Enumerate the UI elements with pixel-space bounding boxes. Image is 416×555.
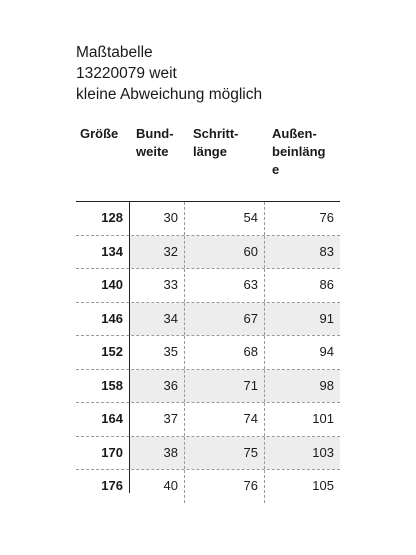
- outseam-cell: 101: [312, 411, 334, 426]
- table-row: [76, 202, 340, 236]
- inseam-cell: 68: [185, 336, 265, 369]
- column-header-outseam: Außen- beinläng e: [272, 126, 326, 177]
- inseam-cell: 67: [185, 303, 265, 336]
- inseam-cell: 75: [185, 437, 265, 470]
- inseam-cell: 71: [185, 370, 265, 403]
- outseam-cell: 91: [265, 303, 340, 336]
- size-cell: 152: [101, 344, 123, 359]
- table-row: [76, 336, 340, 370]
- table-row: [76, 437, 340, 471]
- inseam-cell: 74: [185, 403, 265, 436]
- waist-cell: 36: [130, 370, 185, 403]
- outseam-cell: 83: [265, 236, 340, 269]
- outseam-cell: 76: [319, 210, 334, 225]
- waist-cell: 30: [130, 202, 185, 235]
- waist-cell: 40: [130, 470, 185, 503]
- size-cell: 158: [101, 377, 123, 393]
- size-cell: 146: [101, 310, 123, 326]
- document-title-block: [76, 42, 262, 105]
- size-cell: 128: [101, 210, 123, 225]
- size-cell: 170: [101, 444, 123, 460]
- inseam-cell: 54: [185, 202, 265, 235]
- waist-cell: 32: [130, 236, 185, 269]
- inseam-cell: 76: [185, 470, 265, 503]
- waist-cell: 35: [130, 336, 185, 369]
- outseam-cell: 103: [265, 437, 340, 470]
- size-cell: 164: [101, 411, 123, 426]
- article-number: 13220079 weit: [76, 65, 177, 82]
- document-title: Maßtabelle: [76, 44, 153, 61]
- size-cell: 134: [101, 243, 123, 259]
- inseam-cell: 60: [185, 236, 265, 269]
- column-header-inseam: Schritt- länge: [193, 126, 239, 159]
- column-header-size: Größe: [80, 126, 119, 141]
- outseam-cell: 105: [312, 478, 334, 493]
- table-row: [76, 303, 340, 337]
- table-row: [76, 403, 340, 437]
- outseam-cell: 86: [319, 277, 334, 292]
- column-header-waist: Bund- weite: [136, 126, 174, 159]
- table-row: [76, 370, 340, 404]
- waist-cell: 38: [130, 437, 185, 470]
- waist-cell: 37: [130, 403, 185, 436]
- inseam-cell: 63: [185, 269, 265, 302]
- table-row: [76, 236, 340, 270]
- outseam-cell: 98: [265, 370, 340, 403]
- outseam-cell: 94: [319, 344, 334, 359]
- tolerance-note: kleine Abweichung möglich: [76, 86, 263, 103]
- waist-cell: 33: [130, 269, 185, 302]
- table-row: [76, 470, 340, 503]
- waist-cell: 34: [130, 303, 185, 336]
- table-row: [76, 269, 340, 303]
- size-cell: 176: [101, 478, 123, 493]
- size-cell: 140: [101, 277, 123, 292]
- size-table: [76, 202, 340, 503]
